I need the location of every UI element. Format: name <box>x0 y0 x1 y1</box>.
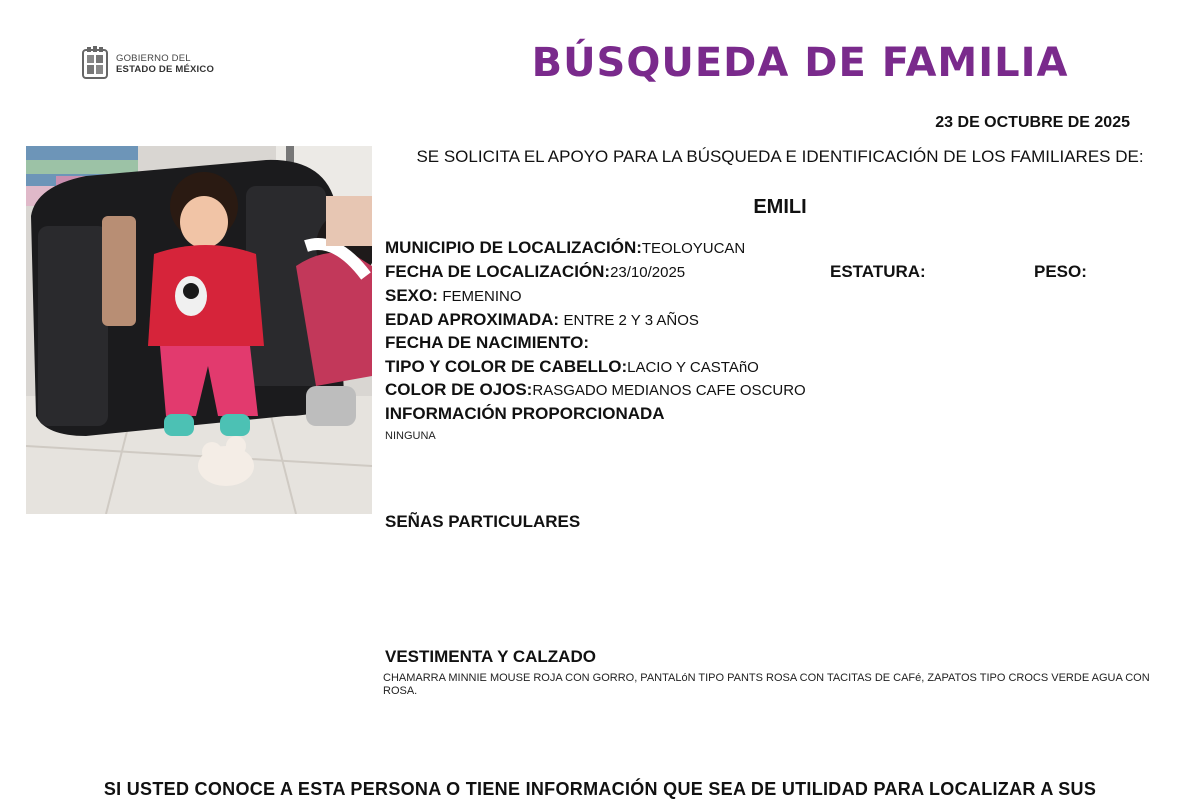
field-value: TEOLOYUCAN <box>641 240 746 257</box>
page-title: BÚSQUEDA DE FAMILIA <box>531 40 1069 86</box>
field-sexo <box>385 286 522 306</box>
field-label: FECHA DE LOCALIZACIÓN: <box>385 262 611 281</box>
footer-text: SI USTED CONOCE A ESTA PERSONA O TIENE INFORMACIÓN QUE SEA DE UTILIDAD PARA LOCALIZAR A SUS <box>103 779 1097 799</box>
request-text: SE SOLICITA EL APOYO PARA LA BÚSQUEDA E IDENTIFICACIÓN DE LOS FAMILIARES DE: <box>416 147 1144 166</box>
logo-line-2: ESTADO DE MÉXICO <box>116 64 215 75</box>
logo-line-1: GOBIERNO DEL <box>116 53 191 64</box>
field-value: 23/10/2025 <box>610 264 686 281</box>
field-peso <box>1034 262 1087 282</box>
field-estatura <box>830 262 926 282</box>
field-edad <box>385 310 699 330</box>
field-value: ENTRE 2 Y 3 AÑOS <box>563 312 699 329</box>
logo-text <box>116 53 214 75</box>
field-label: MUNICIPIO DE LOCALIZACIÓN: <box>385 238 642 257</box>
field-label: TIPO Y COLOR DE CABELLO: <box>385 357 628 376</box>
government-logo <box>80 44 240 84</box>
vestimenta-heading: VESTIMENTA Y CALZADO <box>385 647 596 666</box>
field-fecha-localizacion <box>385 262 685 282</box>
field-label: ESTATURA: <box>830 262 926 281</box>
state-seal-icon <box>80 46 110 82</box>
field-fecha-nacimiento <box>385 333 589 353</box>
field-municipio <box>385 238 745 258</box>
informacion-heading: INFORMACIÓN PROPORCIONADA <box>385 404 665 423</box>
field-value: RASGADO MEDIANOS CAFE OSCURO <box>532 382 806 399</box>
senas-heading: SEÑAS PARTICULARES <box>385 512 581 531</box>
person-name: EMILI <box>753 196 807 218</box>
field-label: PESO: <box>1034 262 1087 281</box>
field-value: FEMENINO <box>442 288 522 305</box>
publication-date: 23 DE OCTUBRE DE 2025 <box>935 114 1130 131</box>
field-label: EDAD APROXIMADA: <box>385 310 560 329</box>
child-photo <box>26 146 372 514</box>
field-value: LACIO Y CASTAñO <box>627 359 759 376</box>
field-label: SEXO: <box>385 286 438 305</box>
field-label: COLOR DE OJOS: <box>385 380 533 399</box>
vestimenta-value: CHAMARRA MINNIE MOUSE ROJA CON GORRO, PANTALóN TIPO PANTS ROSA CON TACITAS DE CAFé, ZAPATOS TIPO CROCS VERDE AGUA CON ROSA. <box>383 672 1150 697</box>
field-label: FECHA DE NACIMIENTO: <box>385 333 589 352</box>
field-cabello <box>385 357 759 377</box>
field-ojos <box>385 380 806 400</box>
informacion-value: NINGUNA <box>385 430 436 442</box>
